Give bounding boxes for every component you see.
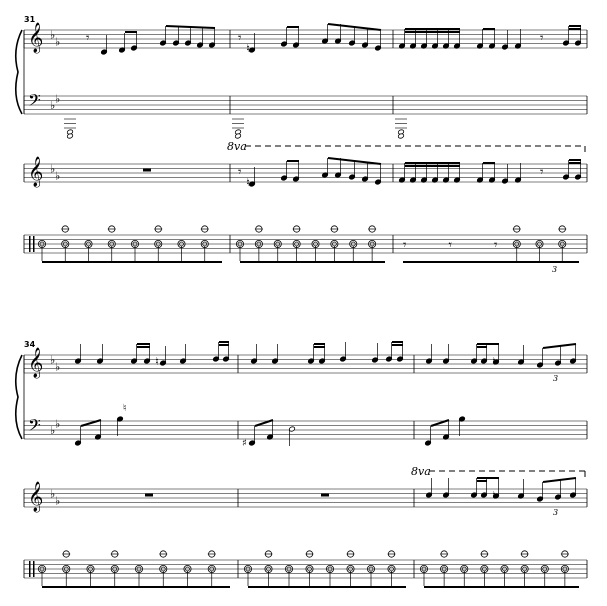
flat-sign: ♭ [55,35,61,49]
natural-sign: ♮ [246,42,250,55]
natural-sign: ♮ [246,176,250,189]
staff-2 [24,90,587,114]
measure-number: 34 [24,340,36,349]
melody-staff [143,158,581,189]
eighth-rest: 𝄾 [540,31,544,46]
eighth-rest: 𝄾 [448,238,452,253]
whole-rest [321,494,329,497]
staff-2 [24,415,587,439]
treble-clef: 𝄞 [28,23,44,53]
treble-clef: 𝄞 [28,482,44,512]
staff-1 [24,347,587,379]
natural-sign: ♮ [123,403,127,414]
beam [166,26,215,28]
sharp-sign: ♯ [242,438,247,449]
percussion-clef [33,561,35,577]
percussion-clef [29,236,31,252]
system-2 [16,340,587,587]
bass-clef: 𝄢 [28,90,41,114]
piano-brace [16,355,22,439]
flat-sign: ♭ [50,162,56,176]
piano-left-hand [75,403,466,449]
eighth-rest: 𝄾 [540,165,544,180]
flat-sign: ♭ [50,99,56,112]
system-1 [16,15,587,274]
flat-sign: ♭ [50,487,56,501]
piano-brace [16,30,22,114]
ottava-label: 8va [227,140,247,153]
bass-clef: 𝄢 [28,415,41,439]
staff-3 [24,156,587,188]
whole-rest [145,494,153,497]
percussion-clef [33,236,35,252]
flat-sign: ♭ [55,494,61,508]
triplet-label: 3 [552,265,558,274]
percussion-clef [29,561,31,577]
treble-clef: 𝄞 [28,157,44,187]
triplet-label: 3 [553,508,559,517]
eighth-rest: 𝄾 [238,31,242,46]
beam [543,478,576,482]
flat-sign: ♭ [55,169,61,183]
ottava-label: 8va [411,465,431,478]
piano-right-hand [86,24,581,55]
natural-sign: ♮ [492,489,496,502]
flat-sign: ♭ [50,28,56,42]
natural-sign: ♮ [492,355,496,368]
flat-sign: ♭ [55,360,61,374]
measure-number: 31 [24,15,36,24]
beam [543,344,576,348]
piano-left-hand [64,119,407,139]
natural-sign: ♮ [155,355,159,368]
piano-right-hand [75,342,577,383]
flat-sign: ♭ [50,353,56,367]
melody-staff [145,478,576,517]
eighth-rest: 𝄾 [403,238,407,253]
staff-1 [24,22,587,54]
flat-sign: ♭ [55,92,61,106]
eighth-rest: 𝄾 [86,31,90,46]
staff-3 [24,481,587,513]
flat-sign: ♭ [50,424,56,437]
eighth-rest: 𝄾 [238,165,242,180]
eighth-rest: 𝄾 [494,238,498,253]
flat-sign: ♭ [55,417,61,431]
triplet-label: 3 [553,374,559,383]
treble-clef: 𝄞 [28,348,44,378]
whole-rest [143,169,151,172]
